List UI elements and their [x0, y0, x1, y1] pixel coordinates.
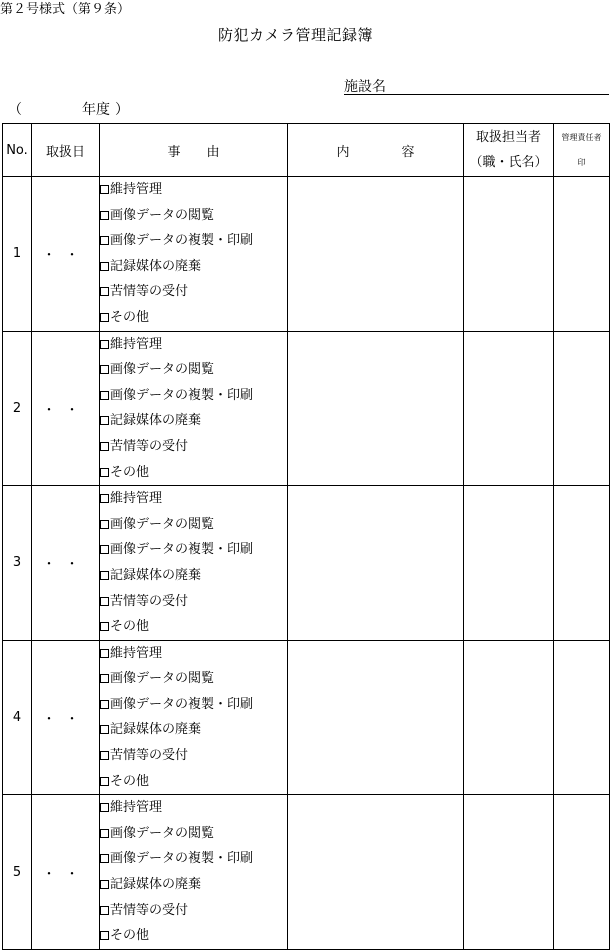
content-field[interactable] — [288, 486, 464, 641]
reason-option-label: 記録媒体の廃棄 — [110, 258, 202, 274]
reason-option-label: 苦情等の受付 — [110, 593, 189, 609]
reason-option-label: その他 — [110, 928, 150, 944]
header-content-label: 内 容 — [336, 144, 415, 160]
reason-option-label: 維持管理 — [110, 336, 163, 352]
checkbox[interactable] — [100, 262, 109, 271]
handler-field[interactable] — [464, 640, 554, 795]
reason-option-label: その他 — [110, 773, 150, 789]
checkbox[interactable] — [100, 571, 109, 580]
reason-option-label: 画像データの複製・印刷 — [110, 696, 254, 712]
stamp-field[interactable] — [554, 640, 610, 795]
reason-option-label: 維持管理 — [110, 645, 163, 661]
header-stamp — [554, 124, 610, 177]
checkbox[interactable] — [100, 185, 109, 194]
reason-option-label: 画像データの閲覧 — [110, 516, 215, 532]
reason-option — [100, 537, 287, 563]
date-field[interactable]: ・・ — [32, 640, 100, 795]
reason-options — [100, 486, 287, 640]
reason-cell — [100, 640, 288, 795]
date-field[interactable]: ・・ — [32, 486, 100, 641]
checkbox[interactable] — [100, 829, 109, 838]
checkbox[interactable] — [100, 803, 109, 812]
content-field[interactable] — [288, 795, 464, 950]
row-number: 1 — [3, 177, 32, 332]
reason-options — [100, 641, 287, 795]
checkbox[interactable] — [100, 442, 109, 451]
table-row — [3, 177, 610, 332]
checkbox[interactable] — [100, 365, 109, 374]
year-close-paren: ） — [115, 102, 129, 118]
reason-option — [100, 332, 287, 358]
facility-name-field — [344, 76, 609, 95]
header-handler-line1: 取扱担当者 — [475, 130, 541, 145]
checkbox[interactable] — [100, 287, 109, 296]
checkbox[interactable] — [100, 674, 109, 683]
reason-option — [100, 563, 287, 589]
header-reason — [100, 124, 288, 177]
checkbox[interactable] — [100, 700, 109, 709]
reason-option — [100, 357, 287, 383]
checkbox[interactable] — [100, 236, 109, 245]
date-field[interactable]: ・・ — [32, 331, 100, 486]
year-label: 年度 — [82, 102, 110, 118]
header-row — [3, 124, 610, 177]
stamp-field[interactable] — [554, 795, 610, 950]
reason-option-label: 苦情等の受付 — [110, 284, 189, 300]
header-stamp-line1: 管理責任者 — [561, 133, 602, 142]
handler-field[interactable] — [464, 486, 554, 641]
checkbox[interactable] — [100, 313, 109, 322]
reason-cell — [100, 331, 288, 486]
checkbox[interactable] — [100, 340, 109, 349]
checkbox[interactable] — [100, 211, 109, 220]
reason-option-label: その他 — [110, 619, 150, 635]
reason-option — [100, 305, 287, 331]
row-number: 5 — [3, 795, 32, 950]
reason-option-label: 画像データの複製・印刷 — [110, 387, 254, 403]
checkbox[interactable] — [100, 931, 109, 940]
reason-option — [100, 692, 287, 718]
checkbox[interactable] — [100, 520, 109, 529]
reason-option — [100, 228, 287, 254]
handler-field[interactable] — [464, 177, 554, 332]
checkbox[interactable] — [100, 494, 109, 503]
reason-option-label: 記録媒体の廃棄 — [110, 722, 202, 738]
reason-option — [100, 666, 287, 692]
reason-option — [100, 203, 287, 229]
reason-option-label: 苦情等の受付 — [110, 902, 189, 918]
checkbox[interactable] — [100, 751, 109, 760]
checkbox[interactable] — [100, 416, 109, 425]
reason-cell — [100, 795, 288, 950]
checkbox[interactable] — [100, 880, 109, 889]
header-content — [288, 124, 464, 177]
year-open-paren: （ — [8, 102, 22, 118]
reason-option — [100, 279, 287, 305]
date-field[interactable]: ・・ — [32, 795, 100, 950]
header-date: 取扱日 — [32, 124, 100, 177]
reason-option-label: 苦情等の受付 — [110, 438, 189, 454]
reason-options — [100, 795, 287, 949]
reason-option — [100, 486, 287, 512]
reason-option-label: その他 — [110, 464, 150, 480]
header-no: No. — [3, 124, 32, 177]
handler-field[interactable] — [464, 795, 554, 950]
header-handler-line2: （職・氏名） — [469, 155, 548, 170]
reason-option-label: 維持管理 — [110, 491, 163, 507]
reason-option-label: 苦情等の受付 — [110, 748, 189, 764]
reason-option — [100, 717, 287, 743]
reason-option — [100, 641, 287, 667]
reason-option-label: 画像データの閲覧 — [110, 825, 215, 841]
reason-option — [100, 434, 287, 460]
reason-option — [100, 743, 287, 769]
reason-option — [100, 408, 287, 434]
table-row — [3, 486, 610, 641]
table-row — [3, 331, 610, 486]
management-log-table — [2, 123, 610, 950]
checkbox[interactable] — [100, 545, 109, 554]
reason-option — [100, 383, 287, 409]
content-field[interactable] — [288, 331, 464, 486]
reason-option-label: 記録媒体の廃棄 — [110, 567, 202, 583]
reason-options — [100, 177, 287, 331]
reason-option — [100, 614, 287, 640]
reason-option — [100, 821, 287, 847]
reason-option-label: 維持管理 — [110, 800, 163, 816]
reason-option-label: その他 — [110, 309, 150, 325]
reason-option-label: 画像データの閲覧 — [110, 207, 215, 223]
reason-option-label: 画像データの複製・印刷 — [110, 851, 254, 867]
reason-option — [100, 589, 287, 615]
checkbox[interactable] — [100, 777, 109, 786]
header-stamp-line2: 印 — [577, 158, 586, 167]
reason-cell — [100, 486, 288, 641]
checkbox[interactable] — [100, 649, 109, 658]
reason-option — [100, 460, 287, 486]
reason-option — [100, 846, 287, 872]
checkbox[interactable] — [100, 854, 109, 863]
content-field[interactable] — [288, 177, 464, 332]
row-number: 4 — [3, 640, 32, 795]
row-number: 3 — [3, 486, 32, 641]
checkbox[interactable] — [100, 468, 109, 477]
stamp-field[interactable] — [554, 486, 610, 641]
stamp-field[interactable] — [554, 177, 610, 332]
reason-option — [100, 177, 287, 203]
reason-option-label: 画像データの閲覧 — [110, 362, 215, 378]
reason-option-label: 維持管理 — [110, 182, 163, 197]
reason-option-label: 画像データの閲覧 — [110, 671, 215, 687]
date-field[interactable]: ・・ — [32, 177, 100, 332]
page-title: 防犯カメラ管理記録簿 — [218, 26, 374, 44]
header-handler — [464, 124, 554, 177]
reason-option-label: 画像データの複製・印刷 — [110, 542, 254, 558]
row-number: 2 — [3, 331, 32, 486]
table-row — [3, 640, 610, 795]
reason-option — [100, 923, 287, 949]
reason-cell — [100, 177, 288, 332]
header-reason-label: 事 由 — [167, 144, 220, 160]
reason-option — [100, 898, 287, 924]
checkbox[interactable] — [100, 622, 109, 631]
reason-option — [100, 795, 287, 821]
reason-option — [100, 254, 287, 280]
reason-option — [100, 872, 287, 898]
reason-options — [100, 332, 287, 486]
handler-field[interactable] — [464, 331, 554, 486]
reason-option-label: 記録媒体の廃棄 — [110, 877, 202, 893]
checkbox[interactable] — [100, 391, 109, 400]
content-field[interactable] — [288, 640, 464, 795]
reason-option — [100, 512, 287, 538]
reason-option-label: 画像データの複製・印刷 — [110, 233, 254, 249]
checkbox[interactable] — [100, 725, 109, 734]
stamp-field[interactable] — [554, 331, 610, 486]
checkbox[interactable] — [100, 906, 109, 915]
reason-option — [100, 769, 287, 795]
table-row — [3, 795, 610, 950]
reason-option-label: 記録媒体の廃棄 — [110, 413, 202, 429]
checkbox[interactable] — [100, 597, 109, 606]
facility-label: 施設名 — [344, 79, 386, 95]
form-number: 第２号様式（第９条） — [0, 2, 131, 17]
